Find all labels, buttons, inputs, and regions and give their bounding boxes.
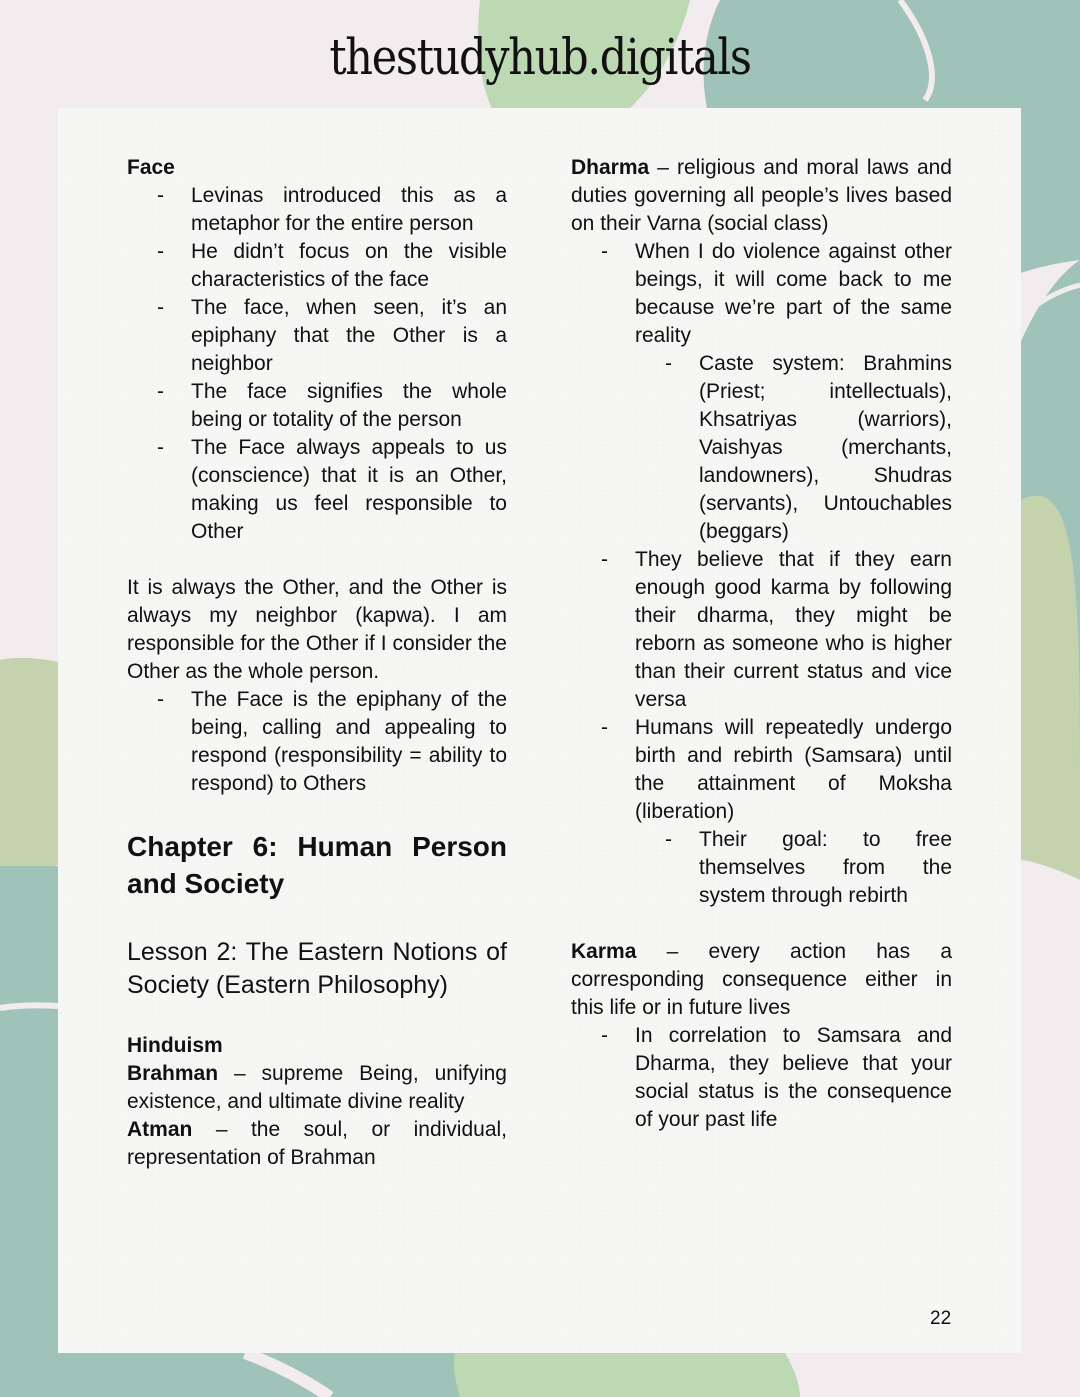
dharma-definition	[571, 154, 952, 238]
brahman-definition	[127, 1060, 507, 1116]
face-bullet: - He didn’t focus on the visible characteristics of the face	[127, 238, 507, 294]
spacer	[127, 798, 507, 828]
brahman-term: Brahman	[127, 1062, 219, 1085]
page-number: 22	[930, 1308, 952, 1329]
hinduism-heading: Hinduism	[127, 1034, 223, 1057]
left-column	[127, 154, 507, 1172]
face-bullet: - The Face always appeals to us (conscience) that it is an Other, making us feel responsible to Other	[127, 434, 507, 546]
caste-subbullet: - Caste system: Brahmins (Priest; intellectuals), Khsatriyas (warriors), Vaishyas (merchants, landowners), Shudras (servants), Untouchables (beggars)	[571, 350, 952, 546]
other-paragraph: It is always the Other, and the Other is always my neighbor (kapwa). I am responsible for the Other if I consider the Other as the whole person.	[127, 576, 507, 683]
dharma-def: – religious and moral laws and duties governing all people’s lives based on their Varna (social class)	[571, 156, 952, 235]
dharma-bullet: - They believe that if they earn enough good karma by following their dharma, they might be reborn as someone who is higher than their current status and vice versa	[571, 546, 952, 714]
other-bullet: - The Face is the epiphany of the being, calling and appealing to respond (responsibility = ability to respond) to Others	[127, 686, 507, 798]
face-heading: Face	[127, 156, 175, 179]
atman-def: – the soul, or individual, representation of Brahman	[127, 1118, 507, 1169]
dharma-term: Dharma	[571, 156, 650, 179]
right-column	[571, 154, 952, 1134]
dharma-bullet: - When I do violence against other beings, it will come back to me because we’re part of the same reality	[571, 238, 952, 350]
lesson-title: Lesson 2: The Eastern Notions of Society (Eastern Philosophy)	[127, 938, 507, 999]
spacer	[127, 546, 507, 574]
atman-term: Atman	[127, 1118, 193, 1141]
karma-term: Karma	[571, 940, 637, 963]
spacer	[127, 1002, 507, 1032]
spacer	[571, 910, 952, 938]
dharma-bullet: - Humans will repeatedly undergo birth and rebirth (Samsara) until the attainment of Moksha (liberation)	[571, 714, 952, 826]
karma-bullet: - In correlation to Samsara and Dharma, they believe that your social status is the consequence of your past life	[571, 1022, 952, 1134]
karma-def: – every action has a corresponding consequence either in this life or in future lives	[571, 940, 952, 1019]
face-bullet: - The face signifies the whole being or totality of the person	[127, 378, 507, 434]
face-bullet: - The face, when seen, it’s an epiphany that the Other is a neighbor	[127, 294, 507, 378]
brahman-def: – supreme Being, unifying existence, and ultimate divine reality	[127, 1062, 507, 1113]
spacer	[127, 902, 507, 936]
face-bullet: - Levinas introduced this as a metaphor for the entire person	[127, 182, 507, 238]
karma-definition	[571, 938, 952, 1022]
brand-logo: thestudyhub.digitals	[329, 28, 751, 86]
goal-subbullet: - Their goal: to free themselves from the system through rebirth	[571, 826, 952, 910]
atman-definition	[127, 1116, 507, 1172]
chapter-title: Chapter 6: Human Person and Society	[127, 831, 507, 899]
